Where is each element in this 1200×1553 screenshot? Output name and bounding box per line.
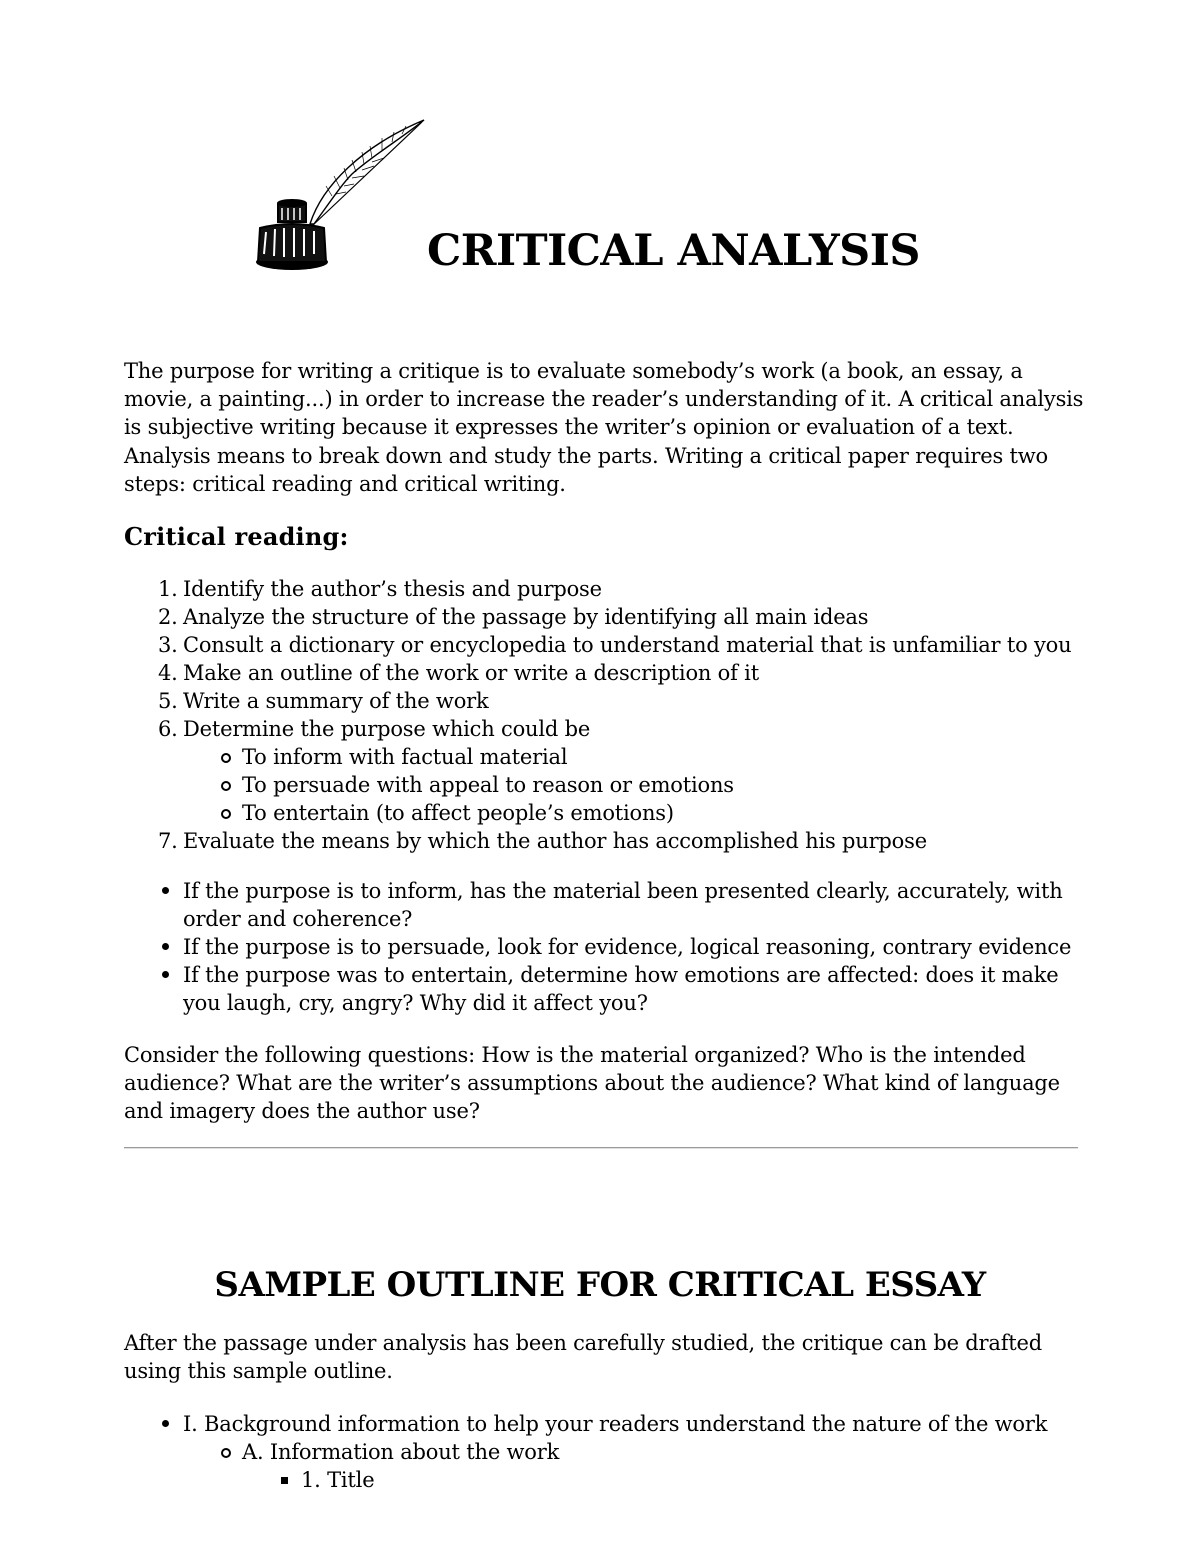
critical-reading-steps [124, 575, 1084, 855]
list-item: 3. Consult a dictionary or encyclopedia to understand material that is unfamiliar to you [158, 633, 1072, 657]
horizontal-divider [124, 1147, 1078, 1149]
list-item: 7. Evaluate the means by which the author has accomplished his purpose [158, 829, 927, 853]
list-item: 6. Determine the purpose which could be To inform with factual material To persuade with appeal to reason or emotions To entertain (to affect people’s emotions) [124, 715, 1084, 827]
consider-paragraph: Consider the following questions: How is the material organized? Who is the intended audience? What are the writer’s assumptions about the audience? What kind of language and imagery does the author use? [124, 1043, 1060, 1124]
list-item: To persuade with appeal to reason or emotions [183, 771, 1084, 799]
list-item: If the purpose is to persuade, look for evidence, logical reasoning, contrary evidence [124, 933, 1084, 961]
list-item: 4. Make an outline of the work or write a description of it [158, 661, 759, 685]
list-item: To inform with factual material [183, 743, 1084, 771]
list-item: To entertain (to affect people’s emotions) [183, 799, 1084, 827]
list-item: A. Information about the work 1. Title [183, 1438, 1084, 1494]
inkwell-quill-icon [252, 116, 432, 272]
page-title: CRITICAL ANALYSIS [427, 226, 920, 276]
list-item: If the purpose was to entertain, determine how emotions are affected: does it make you laugh, cry, angry? Why did it affect you? [124, 961, 1084, 1017]
list-item: If the purpose is to inform, has the material been presented clearly, accurately, with order and coherence? [124, 877, 1084, 933]
list-item: I. Background information to help your readers understand the nature of the work A. Information about the work 1. Title [124, 1410, 1084, 1494]
purpose-sublist [183, 743, 1084, 827]
evaluation-bullets [124, 877, 1084, 1017]
sample-outline-intro: After the passage under analysis has been carefully studied, the critique can be drafted using this sample outline. [124, 1331, 1042, 1384]
list-item: 2. Analyze the structure of the passage by identifying all main ideas [158, 605, 869, 629]
sample-outline-title: SAMPLE OUTLINE FOR CRITICAL ESSAY [214, 1265, 986, 1305]
intro-paragraph: The purpose for writing a critique is to evaluate somebody’s work (a book, an essay, a movie, a painting...) in order to increase the reader’s understanding of it. A critical analysis is subjective writing because it expresses the writer’s opinion or evaluation of a text. Analysis means to break down and study the parts. Writing a critical paper requires two steps: critical reading and critical writing. [124, 359, 1084, 496]
critical-reading-heading: Critical reading: [124, 522, 349, 551]
list-item: 1. Identify the author’s thesis and purpose [158, 577, 602, 601]
sample-outline-list [124, 1410, 1084, 1494]
list-item: 5. Write a summary of the work [158, 689, 489, 713]
list-item: 1. Title [242, 1466, 1084, 1494]
